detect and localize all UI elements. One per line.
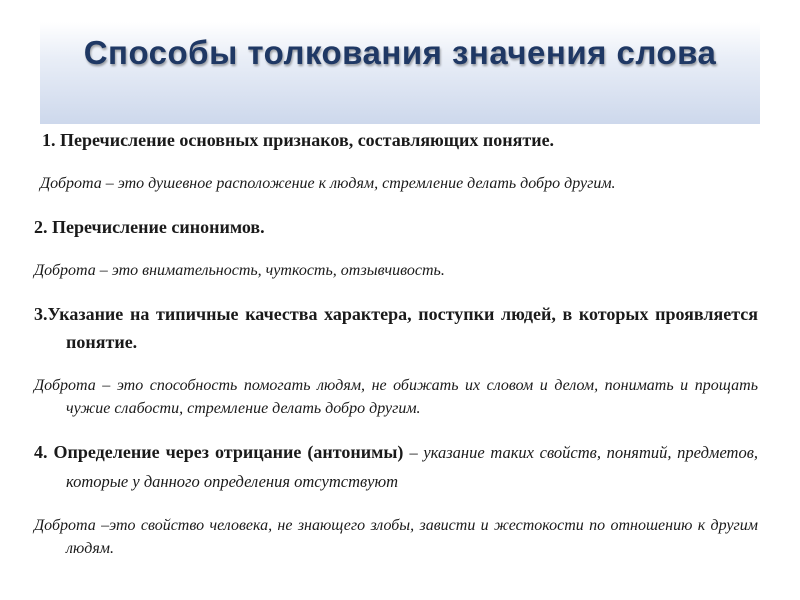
method-4-example: Доброта –это свойство человека, не знающего злобы, зависти и жестокости по отношению к другим людям.	[34, 517, 758, 557]
method-2-example: Доброта – это внимательность, чуткость, отзывчивость.	[34, 262, 445, 279]
method-4	[34, 438, 758, 560]
method-4-heading: 4. Определение через отрицание (антонимы)	[34, 442, 404, 462]
method-3-example: Доброта – это способность помогать людям, не обижать их словом и делом, понимать и прощать чужие слабости, стремление делать добро другим.	[34, 377, 758, 417]
method-1-heading: 1. Перечисление основных признаков, составляющих понятие.	[42, 130, 555, 150]
method-3	[34, 300, 758, 420]
method-1	[34, 126, 758, 195]
method-4-heading-block	[34, 438, 758, 496]
method-3-heading: 3.Указание на типичные качества характера, поступки людей, в которых проявляется понятие.	[34, 304, 758, 352]
method-1-example: Доброта – это душевное расположение к людям, стремление делать добро другим.	[40, 175, 616, 192]
method-2	[34, 213, 758, 282]
slide-title: Способы толкования значения слова	[83, 34, 717, 71]
slide-content	[34, 126, 758, 576]
method-2-heading: 2. Перечисление синонимов.	[34, 217, 265, 237]
method-4-heading-tail: – указание таких свойств, понятий, предметов, которые у данного определения отсутствуют	[66, 443, 759, 491]
